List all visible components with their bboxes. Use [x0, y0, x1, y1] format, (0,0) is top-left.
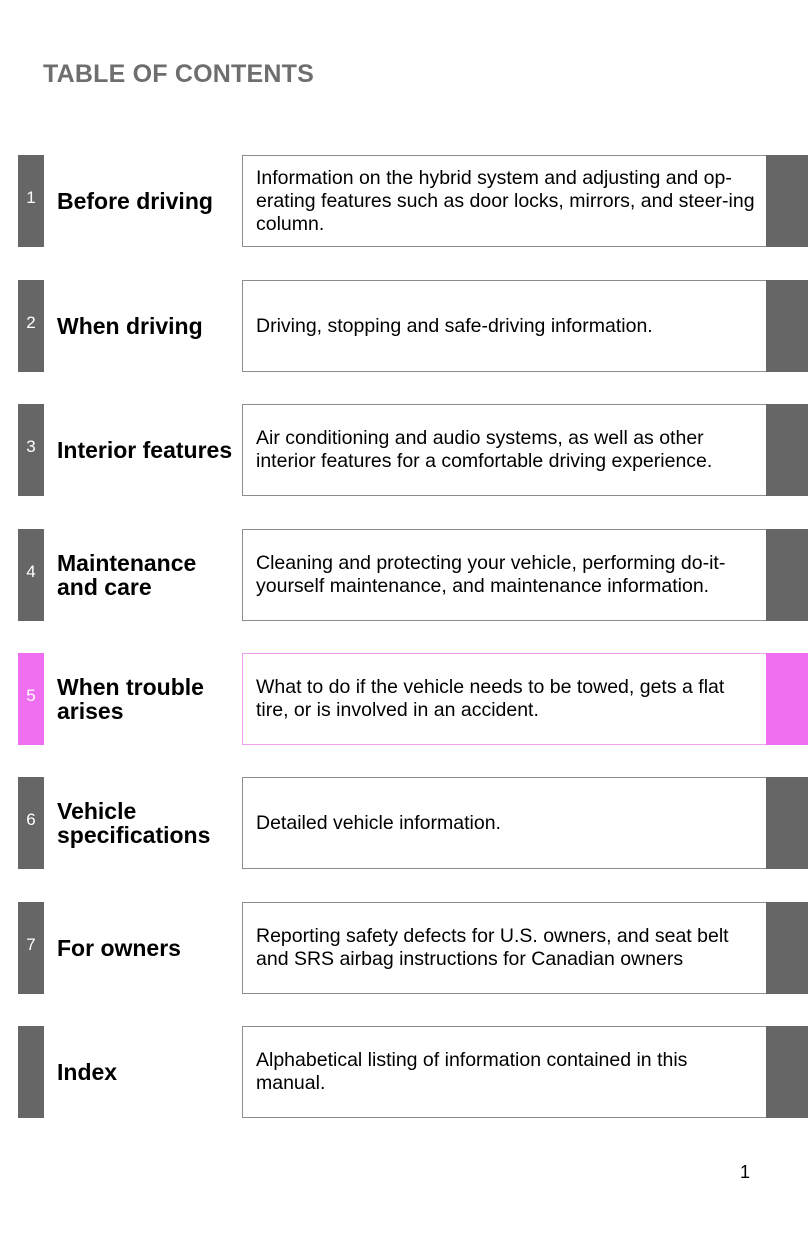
page-number: 1	[739, 1162, 750, 1182]
section-description: Alphabetical listing of information contained in this manual.	[242, 1026, 766, 1118]
toc-row-before-driving[interactable]	[0, 155, 808, 249]
section-title[interactable]: For owners	[57, 935, 181, 961]
section-title[interactable]: Maintenance and care	[57, 550, 197, 600]
section-description: Air conditioning and audio systems, as well as other interior features for a comfortable driving experience.	[242, 404, 766, 496]
section-description: What to do if the vehicle needs to be towed, gets a flat tire, or is involved in an accident.	[242, 653, 766, 745]
toc-row-when-driving[interactable]	[0, 280, 808, 374]
section-number-tab: 5	[18, 653, 44, 745]
section-number-tab	[18, 1026, 44, 1118]
section-number-tab: 6	[18, 777, 44, 869]
toc-row-index[interactable]	[0, 1026, 808, 1120]
section-number-tab: 3	[18, 404, 44, 496]
section-number-tab: 7	[18, 902, 44, 994]
section-edge-tab	[766, 404, 808, 496]
section-number-tab: 2	[18, 280, 44, 372]
section-description: Detailed vehicle information.	[242, 777, 766, 869]
toc-row-for-owners[interactable]	[0, 902, 808, 996]
section-edge-tab	[766, 155, 808, 247]
section-description: Cleaning and protecting your vehicle, performing do-it-yourself maintenance, and maintenance information.	[242, 529, 766, 621]
section-title[interactable]: Index	[57, 1059, 118, 1085]
section-title[interactable]: Before driving	[57, 188, 213, 214]
section-title[interactable]: When trouble arises	[57, 674, 204, 724]
section-edge-tab	[766, 529, 808, 621]
toc-row-vehicle-specifications[interactable]	[0, 777, 808, 871]
section-description: Information on the hybrid system and adjusting and op-erating features such as door locks, mirrors, and steer-ing column.	[242, 155, 766, 247]
section-number-tab: 4	[18, 529, 44, 621]
section-title[interactable]: When driving	[57, 313, 203, 339]
section-edge-tab	[766, 280, 808, 372]
section-edge-tab	[766, 653, 808, 745]
section-edge-tab	[766, 777, 808, 869]
section-edge-tab	[766, 902, 808, 994]
section-number-tab: 1	[18, 155, 44, 247]
section-description: Driving, stopping and safe-driving information.	[242, 280, 766, 372]
section-description: Reporting safety defects for U.S. owners, and seat belt and SRS airbag instructions for Canadian owners	[242, 902, 766, 994]
section-title[interactable]: Interior features	[57, 437, 233, 463]
section-edge-tab	[766, 1026, 808, 1118]
section-title[interactable]: Vehicle specifications	[57, 798, 211, 848]
toc-row-when-trouble-arises[interactable]	[0, 653, 808, 747]
toc-row-maintenance-and-care[interactable]	[0, 529, 808, 623]
page-title: TABLE OF CONTENTS	[43, 60, 314, 88]
toc-row-interior-features[interactable]	[0, 404, 808, 498]
